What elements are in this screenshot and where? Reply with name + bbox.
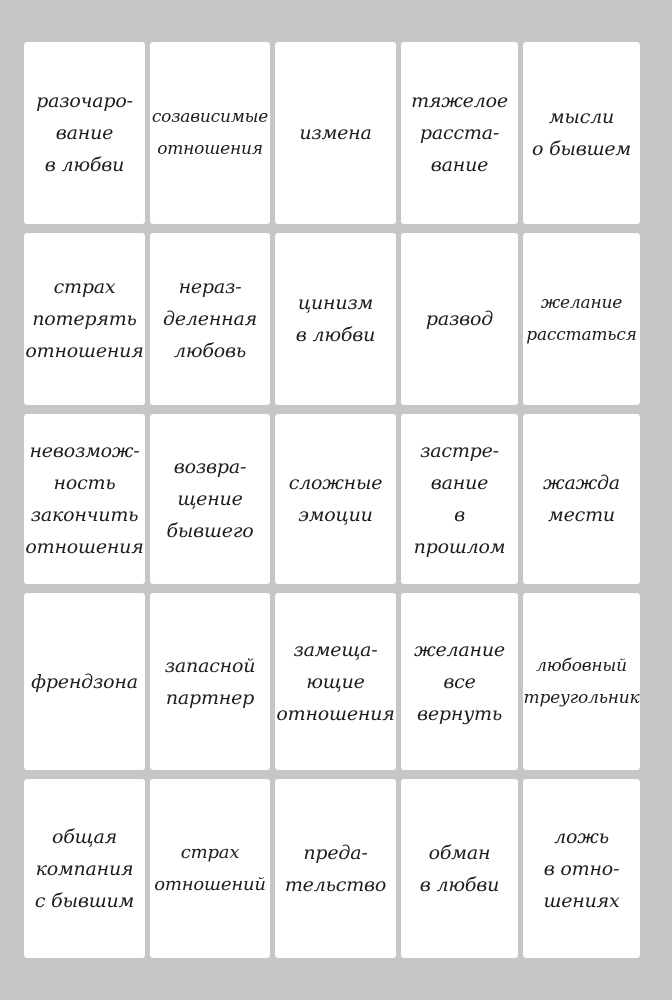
card — [401, 779, 518, 958]
card — [150, 779, 270, 958]
card-label: застре- вание в прошлом — [413, 440, 506, 558]
card — [24, 593, 145, 770]
card — [401, 233, 518, 405]
card — [275, 593, 396, 770]
card-label: преда- тельство — [284, 841, 387, 896]
card — [24, 42, 145, 224]
card — [401, 42, 518, 224]
card-label: измена — [299, 122, 372, 144]
card-label: разочаро- вание в любви — [36, 90, 133, 176]
card-grid — [24, 42, 640, 958]
card-label: страх отношений — [154, 841, 266, 895]
card — [275, 779, 396, 958]
card — [24, 414, 145, 584]
card — [523, 593, 640, 770]
card-label: возвра- щение бывшего — [166, 456, 254, 542]
card-label: тяжелое расста- вание — [411, 90, 508, 176]
card-label: желание расстаться — [526, 293, 637, 345]
card — [150, 233, 270, 405]
card-label: желание все вернуть — [414, 638, 505, 725]
card-label: любовный треугольник — [523, 655, 640, 708]
card — [523, 233, 640, 405]
card — [523, 414, 640, 584]
card-label: обман в любви — [419, 841, 500, 896]
card — [24, 233, 145, 405]
card-label: цинизм в любви — [295, 292, 376, 346]
card-label: невозмож- ность закончить отношения — [25, 440, 144, 558]
card — [275, 414, 396, 584]
card-label: созависимые отношения — [151, 107, 269, 159]
card-label: нераз- деленная любовь — [163, 276, 257, 362]
card — [401, 593, 518, 770]
card — [401, 414, 518, 584]
card-label: запасной партнер — [164, 654, 256, 709]
card-label: френдзона — [31, 670, 138, 693]
card-label: ложь в отно- шениях — [543, 825, 620, 912]
card — [275, 233, 396, 405]
card-label: страх потерять отношения — [25, 276, 144, 362]
card-label: развод — [425, 308, 494, 330]
card — [150, 414, 270, 584]
card-label: жажда мести — [543, 472, 620, 526]
card — [150, 593, 270, 770]
card — [523, 779, 640, 958]
card — [275, 42, 396, 224]
card — [24, 779, 145, 958]
card — [150, 42, 270, 224]
card-label: общая компания с бывшим — [34, 825, 135, 912]
card — [523, 42, 640, 224]
card-label: мысли о бывшем — [531, 106, 631, 160]
card-label: замеща- ющие отношения — [276, 638, 395, 725]
card-label: сложные эмоции — [288, 472, 383, 526]
